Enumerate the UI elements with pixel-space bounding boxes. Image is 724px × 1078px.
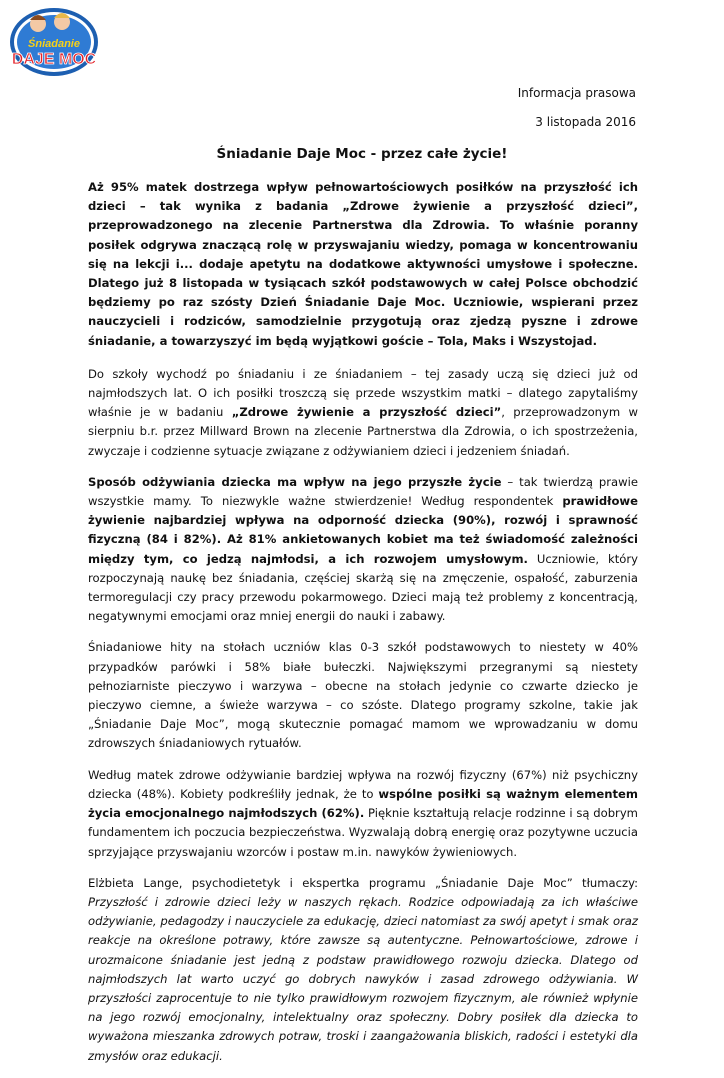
survey-name: „Zdrowe żywienie a przyszłość dzieci” <box>231 405 502 420</box>
article-body <box>88 178 638 1078</box>
sniadanie-daje-moc-logo-icon <box>8 4 100 78</box>
logo <box>8 4 100 78</box>
logo-line2: DAJE MOC <box>11 51 97 68</box>
p2-text-c: , przeprowadzonym w sierpniu b.r. przez Millward Brown na zlecenie Partnerstwa dla Zdrowia, o ich spostrzeżenia, zwyczaje i codzienne sytuacje związane z odżywianiem dzieci i jedzeniem śniadań. <box>88 405 639 458</box>
paragraph-shared-meals <box>88 766 638 862</box>
p2-text-a: Do szkoły wychodź po śniadaniu i ze śniadaniem – tej zasady uczą się dzieci już od najmłodszych lat. O ich posiłki troszczą się przede wszystkim matki – dlatego zapytaliśmy właśnie je w badaniu <box>88 366 638 420</box>
p5-text-c: Pięknie kształtują relacje rodzinne i są dobrym fundamentem ich poczucia bezpieczeństwa. Wyzwalają dobrą energię oraz pozytywne uczucia sprzyjające przyswajaniu wzorców i postaw m.in. nawyków żywieniowych. <box>88 806 638 859</box>
p6-text-a: Elżbieta Lange, psychodietetyk i ekspertka programu „Śniadanie Daje Moc” tłumaczy: <box>88 875 638 890</box>
paragraph-expert-quote <box>88 874 638 1066</box>
p3-highlight-a: Sposób odżywiania dziecka ma wpływ na jego przyszłe życie <box>88 474 502 489</box>
lead-paragraph: Aż 95% matek dostrzega wpływ pełnowartościowych posiłków na przyszłość ich dzieci – tak wynika z badania „Zdrowe żywienie a przyszłość dzieci”, przeprowadzonego na zlecenie Partnerstwa dla Zdrowia. To właśnie poranny posiłek odgrywa znaczącą rolę w przyswajaniu wiedzy, pomaga w koncentrowaniu się na lekcji i... dodaje apetytu na dodatkowe aktywności umysłowe i społeczne. Dlatego już 8 listopada w tysiącach szkół podstawowych w całej Polsce obchodzić będziemy po raz szósty Dzień Śniadanie Daje Moc. Uczniowie, wspierani przez nauczycieli i rodziców, samodzielnie przygotują oraz zjedzą pyszne i zdrowe śniadanie, a towarzyszyć im będą wyjątkowi goście – Tola, Maks i Wszystojad. <box>88 180 638 348</box>
p3-text-b: – tak twierdzą prawie wszystkie mamy. To niezwykle ważne stwierdzenie! Według respondentek <box>88 474 638 509</box>
p3-highlight-c: prawidłowe żywienie najbardziej wpływa na odporność dziecka (90%), rozwój i sprawność fizyczną (84 i 82%). Aż 81% ankietowanych kobiet ma też świadomość zależności między tym, co jedzą najmłodsi, a ich rozwojem umysłowym. <box>88 494 638 566</box>
paragraph-nutrition-impact <box>88 473 638 627</box>
logo-line1: Śniadanie <box>28 38 80 50</box>
document-date: 3 listopada 2016 <box>535 115 636 129</box>
p3-text-d: Uczniowie, który rozpoczynają naukę bez śniadania, częściej skarżą się na zmęczenie, ospałość, zaburzenia termoregulacji czy pracy przewodu pokarmowego. Dzieci mają też problemy z koncentracją, negatywnymi emocjami oraz mniej energii do nauki i zabawy. <box>88 551 638 624</box>
p5-text-a: Według matek zdrowe odżywianie bardziej wpływa na rozwój fizyczny (67%) niż psychiczny dziecka (48%). Kobiety podkreśliły jednak, że to <box>88 767 638 801</box>
p5-highlight-b: wspólne posiłki są ważnym elementem życia emocjonalnego najmłodszych (62%). <box>88 786 638 821</box>
paragraph-survey <box>88 365 638 461</box>
paragraph-breakfast-hits: Śniadaniowe hity na stołach uczniów klas 0-3 szkół podstawowych to niestety w 40% przypadków parówki i 58% białe bułeczki. Największymi przegranymi są niestety pełnoziarniste pieczywo i warzywa – obecne na stołach jedynie co czwarte dziecko je pieczywo ciemne, a świeże warzywa – co szóste. Dlatego programy szkolne, takie jak „Śniadanie Daje Moc”, mogą skutecznie pomagać mamom we wprowadzaniu w domu zdrowszych śniadaniowych rytuałów. <box>88 640 638 751</box>
page-title: Śniadanie Daje Moc - przez całe życie! <box>216 146 508 162</box>
document-type: Informacja prasowa <box>517 86 636 100</box>
expert-quote: Przyszłość i zdrowie dzieci leży w naszych rękach. Rodzice odpowiadają za ich właściwe odżywianie, pedagodzy i nauczyciele za edukację, dzieci natomiast za swój apetyt i smak oraz reakcje na określone potrawy, które zawsze są autentyczne. Pełnowartościowe, zdrowe i urozmaicone śniadanie jest jedną z podstaw prawidłowego rozwoju dziecka. Dlatego od najmłodszych lat warto uczyć go dobrych nawyków i zasad zdrowego odżywiania. W przyszłości zaprocentuje to nie tylko prawidłowym rozwojem fizycznym, ale również wpłynie na jego rozwój emocjonalny, intelektualny oraz społeczny. Dobry posiłek dla dziecka to wyważona mieszanka zdrowych potraw, troski i zaangażowania bliskich, radości i estetyki dla zmysłów oraz edukacji. <box>88 894 638 1063</box>
